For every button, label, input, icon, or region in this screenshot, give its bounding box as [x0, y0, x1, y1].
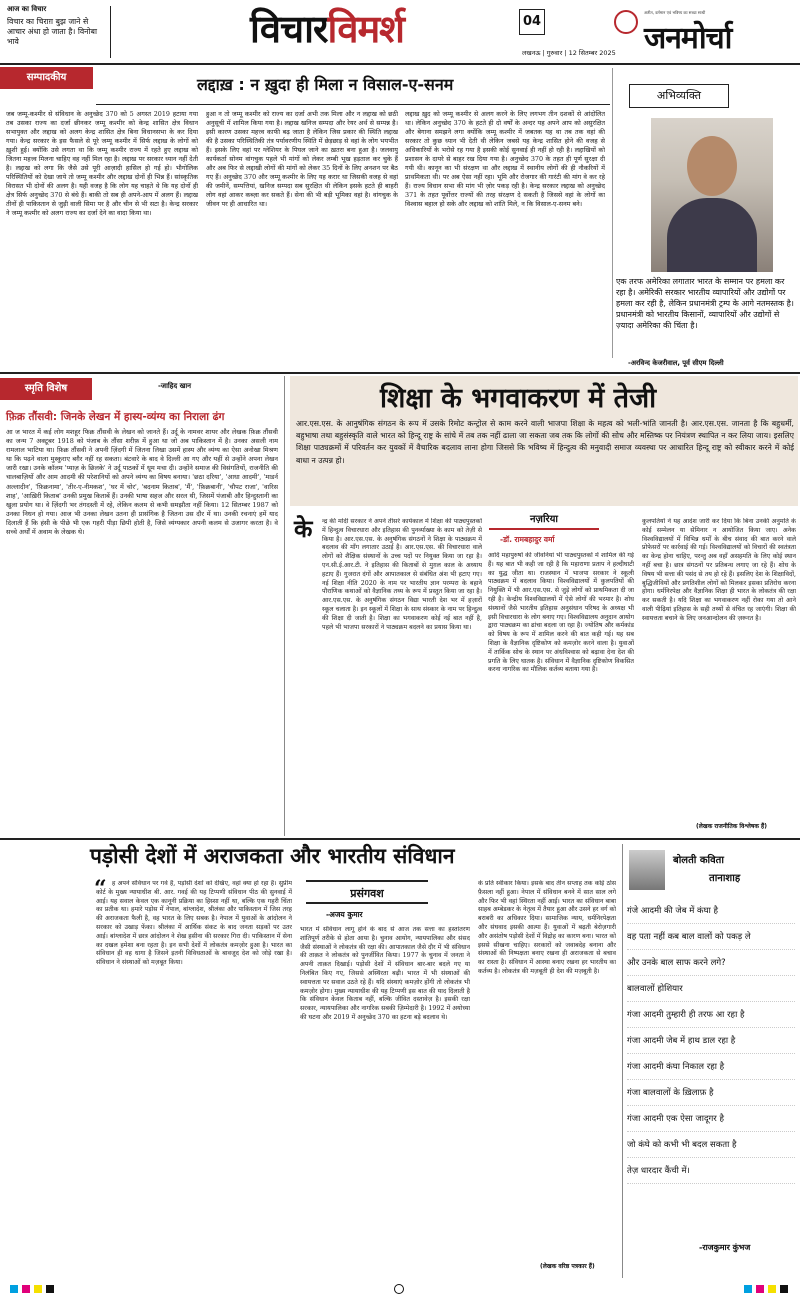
masthead: [0, 0, 800, 64]
page-title-right: विमर्श: [327, 7, 405, 51]
abhivyakti-attribution: -अरविन्द केजरीवाल, पूर्व सीएम दिल्ली: [628, 359, 724, 367]
color-swatch-yellow: [34, 1285, 42, 1293]
main-column-1: न्द्र की मोदी सरकार ने अपने तीसरे कार्यकाल में शिक्षा की पाठ्यपुस्तकों में हिन्दुत्व विचारधारा और इतिहास की पुनर्व्याख्या के काम को तेज़ी से किया है। आर.एस.एस. के अनुषंगिक संगठनों ने शिक्षा के पाठ्यक्रम में बदलाव की माँग लगातार उठाई है। आर.एस.एस. की विचारधारा वाले लोगों को शैक्षिक संस्थानों के उच्च पदों पर नियुक्त किया जा रहा है। एन.सी.ई.आर.टी. ने इतिहास की किताबों से मुग़ल काल के अध्याय हटाए हैं। गुजरात दंगों और आपातकाल से संबंधित अंश भी हटाए गए। नई शिक्षा नीति 2020 के नाम पर भारतीय ज्ञान परम्परा के बहाने पौराणिक कथाओं को वैज्ञानिक तथ्य के रूप में प्रस्तुत किया जा रहा है। आर.एस.एस. के अनुषंगिक संगठन विद्या भारती देश भर में हज़ारों स्कूल चलाता है। इन स्कूलों में शिक्षा के साथ संस्कार के नाम पर हिन्दुत्व की शिक्षा दी जाती है। शिक्षा का भगवाकरण कोई नई बात नहीं है, पहले भी भाजपा सरकारों ने पाठ्यक्रम बदलने का प्रयास किया था।: [322, 518, 482, 631]
poem-line: गंजा आदमी जेब में हाथ डाल रहा है: [627, 1028, 795, 1054]
bottom-column-1: ह अपने संविधान पर गर्व है, पड़ोसी देशों को देखिए, वहां क्या हो रहा है। सुप्रीम कोर्ट के मुख्य न्यायाधीश बी. आर. गवई की यह टिप्पणी संविधान पीठ की सुनवाई में आई। यह सवाल केवल एक कानूनी प्रक्रिया का हिस्सा नहीं था, बल्कि एक गहरी चिंता का प्रतीक था। हमारे पड़ोस में नेपाल, बांग्लादेश, श्रीलंका और पाकिस्तान में जिस तरह की अराजकता फैली है, वह भारत के लिए सबक है। नेपाल में युवाओं के आंदोलन ने सरकार को उखाड़ फेंका। श्रीलंका में आर्थिक संकट के बाद जनता सड़कों पर उतर आई। बांग्लादेश में छात्र आंदोलन ने शेख हसीना की सरकार गिरा दी। पाकिस्तान में सेना का दखल हमेशा बना रहता है। इन सभी देशों में लोकतंत्र कमज़ोर हुआ है। भारत का संविधान ही वह धागा है जिसने इतनी विविधताओं के बावजूद देश को जोड़े रखा है। संविधान ने संस्थाओं को मज़बूत किया।: [96, 880, 292, 967]
main-headline: शिक्षा के भगवाकरण में तेजी: [380, 383, 657, 414]
poem-author: -राजकुमार कुंभज: [699, 1243, 751, 1252]
section-rule-2: [0, 838, 800, 840]
editorial-label: सम्पादकीय: [0, 67, 93, 89]
bottom-drop-cap: “: [94, 876, 107, 902]
page-title-left: विचार: [250, 7, 328, 51]
editorial-headline: लद्दाख़ : न ख़ुदा ही मिला न विसाल-ए-सनम: [197, 75, 454, 94]
poem-label: बोलती कविता: [673, 855, 724, 866]
page-number-box: [519, 9, 545, 35]
poem-line: वह पता नहीं कब बाल वालों को पकड़ ले: [627, 924, 795, 950]
masthead-quote: विचार का चिराग़ बुझ जाने से आचार अंधा हो जाता है। विनोबा भावे: [7, 17, 97, 46]
poem-line: गंजा आदमी कंघा निकाल रहा है: [627, 1054, 795, 1080]
main-deck: आर.एस.एस. के आनुषंगिक संगठन के रूप में उसके रिमोट कन्ट्रोल से काम करने वाली भाजपा शिक्षा के महत्व को भली-भांति जानती है। आर.एस.एस. जानता है कि बहुधर्मी, बहुभाषा तथा बहुसंस्कृति वाले भारत को हिन्दू राष्ट्र के सांचे में तब तक नहीं ढाला जा सकता जब तक कि लोगों की सोच और मस्तिष्क पर नियंत्रण स्थापित न कर लिया जाय। इसलिए शिक्षा पाठ्यक्रमों में परिवर्तन कर युवकों में वैचारिक बदलाव लाना होगा जिससे कि भविष्य में हिन्दुत्व की मनुवादी समाज व्यवस्था पर आधारित हिन्दू राष्ट्र को स्वीकार करने में कोई बाधा न उत्पन्न हो।: [296, 419, 794, 465]
page-title: [250, 2, 404, 54]
color-swatch-black: [780, 1285, 788, 1293]
smriti-byline: -जाहिद खान: [158, 382, 192, 390]
poem-line: गंजे आदमी की जेब में कंघा है: [627, 898, 795, 924]
bottom-column-3: के प्रति स्वीकार किया। इसके बाद तीन सप्ताह तक कोई ठोस फ़ैसला नहीं हुआ। नेपाल में संविधान बनने में सात साल लगे और फिर भी वहां स्थिरता नहीं आई। भारत का संविधान बाबा साहब अम्बेडकर के नेतृत्व में तैयार हुआ और उसने हर वर्ग को बराबरी का अधिकार दिया। सामाजिक न्याय, धर्मनिरपेक्षता और संघवाद इसकी आत्मा हैं। युवाओं में बढ़ती बेरोज़गारी और असंतोष पड़ोसी देशों में विद्रोह का कारण बना। भारत को इससे सीखना चाहिए। सरकारों को जवाबदेह बनाना और संस्थाओं की निष्पक्षता बनाए रखना ही अराजकता से बचाव का रास्ता है। संविधान में आस्था बनाए रखना हर भारतीय का कर्तव्य है। लोकतंत्र की मज़बूती ही देश की मज़बूती है।: [478, 880, 616, 975]
editorial-rule: [96, 104, 610, 105]
logo-emblem-icon: [614, 10, 638, 34]
masthead-rule: [0, 63, 800, 65]
main-column-2: आदि महापुरुषों की जीवनियां भी पाठ्यपुस्तकों में शामिल की गई हैं। यह बात भी कही जा रही है कि महाराणा प्रताप ने हल्दीघाटी का युद्ध जीता था। राजस्थान में भाजपा सरकार ने स्कूली पाठ्यक्रम में बदलाव किया। विश्वविद्यालयों में कुलपतियों की नियुक्ति में भी आर.एस.एस. से जुड़े लोगों को प्राथमिकता दी जा रही है। केन्द्रीय विश्वविद्यालयों में ऐसे लोगों की भरमार है। शोध संस्थानों जैसे भारतीय इतिहास अनुसंधान परिषद के अध्यक्ष भी इसी विचारधारा के लोग बनाए गए। विश्वविद्यालय अनुदान आयोग द्वारा पाठ्यक्रम का ढांचा बदला जा रहा है। ज्योतिष और कर्मकांड को विषय के रूप में शामिल करने की बात कही गई। यह सब शिक्षा के वैज्ञानिक दृष्टिकोण को कमज़ोर करने वाला है। युवाओं में तार्किक सोच के स्थान पर अंधविश्वास को बढ़ावा देना देश की प्रगति के लिए घातक है। संविधान में वैज्ञानिक दृष्टिकोण विकसित करना नागरिक का मौलिक कर्तव्य बताया गया है।: [488, 552, 634, 674]
bottom-author-note: (लेखक वरिष्ठ पत्रकार हैं): [540, 1263, 595, 1270]
poem-box: [622, 844, 798, 1278]
column-divider: [284, 376, 285, 836]
registration-mark-icon: [394, 1284, 404, 1294]
poem-line: जो कंघे को कभी भी बदल सकता है: [627, 1132, 795, 1158]
bottom-headline: पड़ोसी देशों में अराजकता और भारतीय संविधान: [90, 844, 455, 868]
main-column-3: कुलपतियों ने यह आदेश जारी कर दिया कि बिना उनकी अनुमति के कोई सम्मेलन या सेमिनार न आयोजित किया जाए। अनेक विश्वविद्यालयों में विभिन्न धर्मों के बीच संवाद की बात करने वाले प्रोफेसरों पर कार्रवाई की गई। विश्वविद्यालयों को विचारों की स्वतंत्रता का केन्द्र होना चाहिए, परन्तु अब वहाँ असहमति के लिए कोई स्थान नहीं बचा है। छात्र संगठनों पर प्रतिबन्ध लगाए जा रहे हैं। शोध के विषय भी सत्ता की पसंद से तय हो रहे हैं। इसलिए देश के शिक्षाविदों, बुद्धिजीवियों और प्रगतिशील लोगों को मिलकर इसका प्रतिरोध करना होगा। धर्मनिरपेक्ष और वैज्ञानिक शिक्षा ही भारत के लोकतंत्र की रक्षा कर सकती है। यदि शिक्षा का भगवाकरण नहीं रोका गया तो आने वाली पीढ़ियां इतिहास के सही तथ्यों से वंचित रह जाएंगी। शिक्षा की स्वायत्तता बचाने के लिए जनआन्दोलन की ज़रूरत है।: [642, 518, 796, 622]
main-byline: -डॉ. रामबहादुर वर्मा: [500, 535, 555, 544]
print-registration-strip: [0, 1282, 800, 1295]
poem-line: गंजा आदमी तुम्हारी ही तरफ आ रहा है: [627, 1002, 795, 1028]
smriti-headline: फ़िक्र तौंसवी: जिनके लेखन में हास्य-व्यंग्य का निराला ढंग: [6, 411, 225, 423]
color-swatch-magenta: [756, 1285, 764, 1293]
poem-line: गंजा आदमी एक ऐसा जादूगर है: [627, 1106, 795, 1132]
section-label: आज का विचार: [7, 5, 47, 13]
page-number: 04: [522, 14, 542, 29]
section-rule: [0, 372, 800, 374]
prasangvash-label: प्रसंगवश: [306, 880, 428, 904]
bottom-byline: -अजय कुमार: [326, 910, 363, 919]
abhivyakti-label: अभिव्यक्ति: [629, 84, 729, 108]
poem-lines: [627, 898, 795, 1184]
editorial-column-3: लद्दाख ख़ुद को जम्मू कश्मीर से अलग करने के लिए लगभग तीन दशकों से आंदोलित था। लेकिन अनुच्छेद 370 के हटते ही दो वर्षों के अन्दर यह अपने आप को असुरक्षित और बेगाना समझने लगा क्योंकि जम्मू कश्मीर में जबतक यह था तब तक वहां की सरकार तो कुछ ध्यान भी देती थी लेकिन जबसे यह केन्द्र शासित होने की वजह से अधिकारियों के भरोसे रह गया है इसकी कोई सुनवाई ही नहीं हो रही है। लद्दाखियों को प्रशासन के दायरे से बाहर रख दिया गया है। अनुच्छेद 370 के तहत ही पूर्ण सुरक्षा दी गयी थी। कानून का भी संरक्षण था और लद्दाख में स्थानीय लोगों की ही नौकरियों में प्राथमिकता थी। पर अब ऐसा नहीं रहा। भूमि और रोजगार की गारंटी की मांग वे कर रहे हैं। राज्य विधान सभा की मांग भी ज़ोर पकड़ रही है। केन्द्र सरकार लद्दाख को अनुच्छेद 371 के तहत पूर्वोत्तर राज्यों की तरह संरक्षण दे सकती है जिससे वहां के लोगों का विश्वास बहाल हो सके और लद्दाख को शांति मिले, न कि विसाल-ए-सनम बने।: [405, 110, 605, 208]
color-swatch-cyan: [744, 1285, 752, 1293]
poem-line: गंजा बालवालों के ख़िलाफ़ है: [627, 1080, 795, 1106]
smriti-label: स्मृति विशेष: [0, 378, 92, 400]
abhivyakti-quote: एक तरफ अमेरिका लगातार भारत के सम्मान पर हमला कर रहा है। अमेरिकी सरकार भारतीय व्यापारियों और उद्योगों पर हमला कर रही है, लेकिन प्रधानमंत्री ट्रम्प के आगे नतमस्तक है। प्रधानमंत्री को भारतीय किसानों, व्यापारियों और उद्योगों से ज़्यादा अमेरिका की चिंता है।: [616, 277, 794, 330]
color-swatch-yellow: [768, 1285, 776, 1293]
brand-tagline: अतीत, वर्तमान एवं भविष्य का सच्चा साथी: [644, 10, 706, 15]
main-author-note: (लेखक राजनीतिक विश्लेषक हैं): [696, 823, 767, 830]
poem-title: तानाशाह: [709, 873, 741, 884]
poet-portrait: [629, 850, 665, 890]
poem-line: बालवालों होशियार: [627, 976, 795, 1002]
nazariya-label: नज़रिया: [489, 510, 599, 530]
portrait-head: [687, 136, 737, 196]
dateline: लखनऊ | गुरुवार | 12 सितम्बर 2025: [522, 49, 616, 57]
brand-logo: जनमोर्चा: [644, 21, 732, 56]
color-swatch-cyan: [10, 1285, 18, 1293]
color-swatch-black: [46, 1285, 54, 1293]
poem-line: तेज़ धारदार कैंची में।: [627, 1158, 795, 1184]
poem-line: और उनके बाल साफ करने लगे?: [627, 950, 795, 976]
editorial-column-1: जब जम्मू-कश्मीर से संविधान के अनुच्छेद 370 को 5 अगस्त 2019 हटाया गया तब उसका राज्य का दर्जा छीनकर जम्मू कश्मीर को केन्द्र शासित क्षेत्र विधान सभायुक्त और लद्दाख को अलग केन्द्र शासित क्षेत्र बिना विधानसभा के कर दिया गया। केन्द्र सरकार के इस फैसले से पूरे जम्मू कश्मीर में सिर्फ लद्दाख के लोगों को ख़ुशी हुई। क्योंकि उसे लगता था कि जम्मू कश्मीर राज्य में रहते हुए लद्दाख को जितना महत्त्व मिलना चाहिए वह नहीं मिल रहा है। लद्दाख पर सरकार ध्यान नहीं देती है। लद्दाख को लगा कि जैसे उसे पूरी आज़ादी हासिल हो गई हो। भौगोलिक परिस्थितियों को देखा जाये तो जम्मू कश्मीर और लद्दाख दोनों ही भिन्न हैं। सांस्कृतिक विरासत भी दोनों की अलग है। यही वजह है कि लोग यह चाहते थे कि यह दोनों ही क्षेत्र सिर्फ अनुच्छेद 370 से बंधे हैं। बाकी तो सब ही अपने-आप में अलग हैं। लद्दाख तीनों ही पाकिस्तान से जुड़ी वाली सिमा पर है और चीन से भी सटा है। केन्द्र सरकार ने जम्मू कश्मीर को अलग राज्य का दर्जा देने का वादा किया था।: [6, 110, 198, 217]
color-swatch-magenta: [22, 1285, 30, 1293]
portrait-photo: [651, 118, 773, 272]
divider: [110, 6, 111, 58]
editorial-column-2: हुआ न तो जम्मू कश्मीर को राज्य का दर्जा अभी तक मिला और न लद्दाख को छठी अनुसूची में शामिल किया गया है। लद्दाख खनिज सम्पदा और रेयर अर्थ से सम्पन्न है। इसी कारण उसका महत्त्व काफी बढ़ जाता है लेकिन जिस प्रकार की स्थिति लद्दाख की है उसका परिस्थितिकी तंत्र पर्यावरणीय स्थिति में छेड़छाड़ से वहां के लोग भयभीत हैं। इसके लिए वहां पर ग्लेशियर के पिघल जाने का ख़तरा बना हुआ है। जलवायु कार्यकर्ता सोनम वांगचुक पहले भी मांगों को लेकर लम्बी भूख हड़ताल कर चुके हैं और अब फिर से लद्दाखी लोगों की मांगों को लेकर 35 दिनों के लिए अनशन पर बैठ गए हैं। अनुच्छेद 370 और जम्मू कश्मीर के लिए यह करार था जिसकी वजह से वहां की जमीनें, सम्पत्तियां, खनिज सम्पदा सब सुरक्षित थी लेकिन इसके हटते ही बाहरी लोग वहां आकर कब्ज़ा कर सकते हैं। सेना की भी बड़ी भूमिका वहां है। वांगचुक के जीवन पर ही आधारित था।: [206, 110, 398, 208]
drop-cap: के: [294, 514, 313, 543]
bottom-column-2: भारत में संविधान लागू होने के बाद से आज तक सत्ता का हस्तांतरण शांतिपूर्ण तरीके से होता आया है। चुनाव आयोग, न्यायपालिका और संसद जैसी संस्थाओं ने लोकतंत्र की रक्षा की। आपातकाल जैसे दौर में भी संविधान की ताक़त ने लोकतंत्र को पुनर्जीवित किया। 1977 के चुनाव में जनता ने अपनी ताक़त दिखाई। पड़ोसी देशों में संविधान बार-बार बदले गए या निलंबित किए गए, जिससे अस्थिरता बढ़ी। भारत में भी संस्थाओं की स्वायत्तता पर सवाल उठते रहे हैं। यदि संस्थाएं कमज़ोर होंगी तो लोकतंत्र भी कमज़ोर होगा। मुख्य न्यायाधीश की यह टिप्पणी इस बात की याद दिलाती है कि संविधान केवल किताब नहीं, बल्कि जीवित दस्तावेज़ है। इसकी रक्षा सरकार, न्यायपालिका और नागरिक सबकी ज़िम्मेदारी है। 1992 में अयोध्या की घटना और 2019 में अनुच्छेद 370 का हटना बड़े बदलाव थे।: [300, 926, 470, 1021]
smriti-body: आ ज भारत में कई लोग मशहूर फिक्र तौंसवी के लेखन को जानते हैं। उर्दू के नामवर शायर और लेखक फ़िक्र तौंसवी का जन्म 7 अक्टूबर 1918 को पंजाब के तौंसा शरीफ़ में हुआ था जो अब पाकिस्तान में है। उनका असली नाम रामलाल भाटिया था। फ़िक्र तौंसवी ने अपनी ज़िंदगी में जितना लिखा उसमें हास्य और व्यंग्य का ऐसा अनोखा मिश्रण था कि पढ़ने वाला मुस्कुराए बग़ैर नहीं रह सकता। बंटवारे के बाद वे दिल्ली आ गए और यहीं से उन्होंने अपना लेखन जारी रखा। उनके कॉलम 'प्याज़ के छिलके' ने उर्दू पाठकों में धूम मचा दी। उन्होंने समाज की विसंगतियों, राजनीति की चालबाज़ियों और आम आदमी की परेशानियों को अपने व्यंग्य का विषय बनाया। 'छठा दरिया', 'आधा आदमी', 'माडर्न अल्लादीन', 'फ़िक्रनामा', 'तीर-ए-नीमकश', 'घर में चोर', 'बदनाम किताब', 'मैं', 'फ़िक्रबानी', 'चौपट राजा', 'वारिस शाह', 'आख़िरी किताब' उनकी प्रमुख किताबें हैं। उनकी भाषा सहज और सरल थी, जिसमें पंजाबी और हिन्दुस्तानी का खुला प्रयोग था। वे ज़िंदगी भर तंगदस्ती में रहे, लेकिन कलम से कभी समझौता नहीं किया। 12 सितम्बर 1987 को उनका निधन हो गया। आज भी उनका लेखन उतना ही प्रासंगिक है जितना उस दौर में था। उनकी रचनाएं हमें याद दिलाती हैं कि हंसी के पीछे भी एक गहरी पीड़ा छिपी होती है, जिसे व्यंग्यकार अपनी कलम से उजागर करता है। वे सच्चे अर्थों में अवाम के लेखक थे।: [6, 428, 278, 537]
portrait-body: [667, 198, 757, 272]
